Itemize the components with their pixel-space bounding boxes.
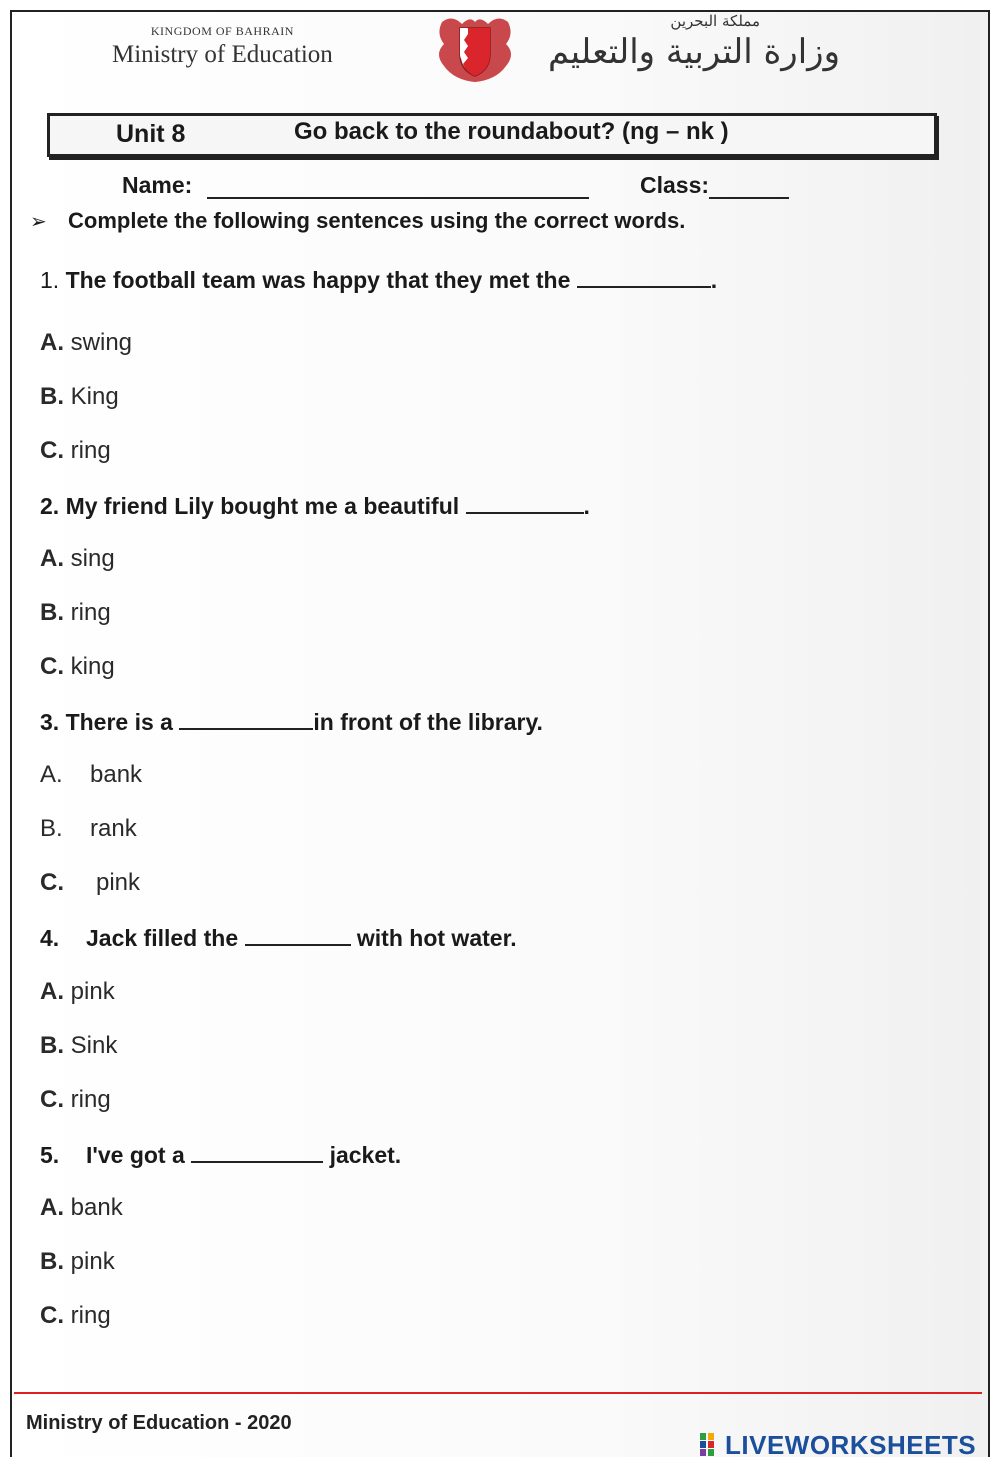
question-2: [40, 492, 590, 520]
answer-blank[interactable]: [179, 708, 313, 730]
question-5: [40, 1141, 401, 1169]
question-3-option-a[interactable]: A. bank: [40, 761, 143, 788]
bahrain-emblem-icon: [432, 14, 518, 84]
answer-blank[interactable]: [191, 1141, 323, 1163]
question-4-option-b[interactable]: B. Sink: [40, 1032, 118, 1059]
unit-label: Unit 8: [116, 120, 186, 148]
liveworksheets-logo-icon: [700, 1433, 722, 1457]
instruction: [30, 208, 685, 234]
name-input-line[interactable]: [207, 175, 589, 199]
arabic-ministry-label: وزارة التربية والتعليم: [548, 32, 840, 72]
question-text-before: There is a: [65, 709, 173, 735]
question-1-option-a[interactable]: A. swing: [40, 329, 133, 356]
brand-text: LIVEWORKSHEETS: [725, 1430, 977, 1460]
question-number: 3.: [40, 709, 60, 735]
question-1: [40, 266, 717, 294]
answer-blank[interactable]: [466, 492, 584, 514]
question-3-option-c[interactable]: C. pink: [40, 869, 141, 896]
question-text-after: .: [583, 493, 590, 519]
question-3-option-b[interactable]: B. rank: [40, 815, 137, 842]
question-text-before: Jack filled the: [86, 925, 239, 951]
class-label: Class:: [640, 172, 710, 198]
class-field: [640, 172, 789, 199]
question-4-option-c[interactable]: C. ring: [40, 1086, 111, 1113]
question-text-before: My friend Lily bought me a beautiful: [65, 493, 460, 519]
question-1-option-b[interactable]: B. King: [40, 383, 119, 410]
question-4: [40, 924, 517, 952]
question-2-option-b[interactable]: B. ring: [40, 599, 111, 626]
question-number: 1.: [40, 267, 60, 293]
question-text-after: in front of the library.: [313, 709, 543, 735]
footer-text: Ministry of Education - 2020: [26, 1412, 292, 1434]
name-label: Name:: [122, 172, 193, 198]
question-3: [40, 708, 543, 736]
question-number: 2.: [40, 493, 60, 519]
name-field: [122, 172, 589, 199]
question-number: 5.: [40, 1142, 60, 1168]
instruction-text: Complete the following sentences using the correct words.: [68, 208, 686, 233]
question-2-option-a[interactable]: A. sing: [40, 545, 115, 572]
arabic-kingdom-label: مملكة البحرين: [670, 12, 760, 30]
question-text-after: with hot water.: [356, 925, 517, 951]
footer-divider: [14, 1392, 982, 1394]
answer-blank[interactable]: [577, 266, 711, 288]
question-1-option-c[interactable]: C. ring: [40, 437, 111, 464]
question-text-before: The football team was happy that they met the: [65, 267, 571, 293]
answer-blank[interactable]: [245, 924, 351, 946]
liveworksheets-brand[interactable]: [700, 1430, 976, 1461]
header-english: [112, 24, 333, 69]
question-number: 4.: [40, 925, 60, 951]
arrow-bullet-icon: ➢: [30, 211, 47, 233]
question-text-after: .: [710, 267, 718, 293]
question-2-option-c[interactable]: C. king: [40, 653, 115, 680]
question-text-after: jacket.: [329, 1142, 402, 1168]
ministry-label: Ministry of Education: [112, 41, 333, 68]
question-5-option-b[interactable]: B. pink: [40, 1248, 115, 1275]
class-input-line[interactable]: [709, 175, 789, 199]
unit-title-box: [47, 113, 937, 157]
unit-title: Go back to the roundabout? (ng – nk ): [294, 118, 729, 145]
header-arabic: [540, 12, 840, 74]
question-5-option-c[interactable]: C. ring: [40, 1302, 111, 1329]
question-4-option-a[interactable]: A. pink: [40, 978, 115, 1005]
question-text-before: I've got a: [86, 1142, 185, 1168]
question-5-option-a[interactable]: A. bank: [40, 1194, 123, 1221]
kingdom-label: KINGDOM OF BAHRAIN: [150, 24, 294, 38]
